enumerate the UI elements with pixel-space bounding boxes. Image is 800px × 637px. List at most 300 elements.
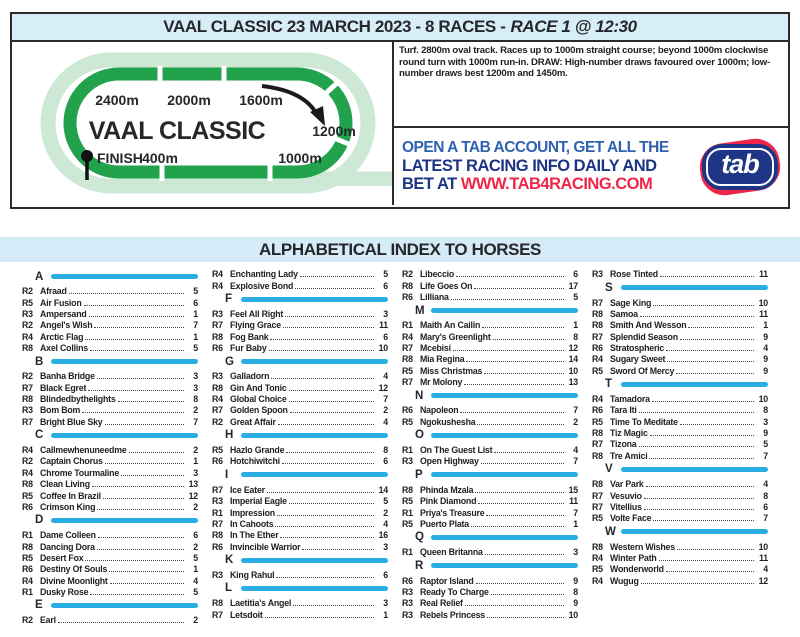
race-number: R4 (22, 575, 33, 586)
dot-leader (121, 475, 184, 476)
race-number: R3 (22, 309, 33, 320)
index-entry (402, 353, 578, 364)
race-number: R3 (592, 269, 603, 280)
letter-divider-bar (241, 472, 388, 477)
race-number: R7 (212, 405, 223, 416)
horse-name: Time To Meditate (610, 416, 678, 427)
horse-name: Ice Eater (230, 484, 265, 495)
horse-name: Bom Bom (40, 405, 81, 416)
race-number: R7 (22, 416, 33, 427)
index-entry (212, 415, 388, 426)
page-number: 14 (378, 484, 388, 495)
marker-2000m: 2000m (167, 92, 211, 108)
page-number: 10 (758, 394, 768, 405)
horse-name: Great Affair (230, 416, 276, 427)
dot-leader (275, 526, 374, 527)
race-number: R7 (592, 331, 603, 342)
horse-name: Air Fusion (40, 297, 82, 308)
dot-leader (118, 401, 184, 402)
dot-leader (666, 350, 754, 351)
course-description: Turf. 2800m oval track. Races up to 1000m straight course; beyond 1000m clockwise round turn with 1000m run-in. DRAW: High-number draws favoured over 1000m; low-number draws best 1200m and 1450m. (394, 42, 788, 128)
race-number: R3 (212, 309, 223, 320)
index-entry (22, 285, 198, 296)
horse-name: Puerto Plata (420, 518, 469, 529)
dot-leader (97, 378, 184, 379)
page-number: 14 (568, 354, 578, 365)
dot-leader (82, 412, 184, 413)
dot-leader (644, 509, 754, 510)
race-number: R4 (212, 269, 223, 280)
page-number: 6 (573, 269, 578, 280)
letter-divider-bar (51, 274, 198, 279)
page-number: 6 (383, 280, 388, 291)
horse-name: Pink Diamond (420, 496, 477, 507)
index-column (402, 268, 578, 625)
letter-divider-bar (241, 558, 388, 563)
race-number: R8 (592, 428, 603, 439)
index-entry (592, 364, 768, 375)
index-entry (592, 540, 768, 551)
dot-leader (464, 384, 564, 385)
page-number: 5 (193, 586, 198, 597)
race-number: R8 (22, 394, 33, 405)
race-number: R3 (212, 496, 223, 507)
index-entry (212, 597, 388, 608)
race-number: R5 (22, 490, 33, 501)
dot-leader (270, 339, 374, 340)
letter-heading (402, 427, 578, 444)
dot-leader (466, 361, 564, 362)
race-number: R1 (22, 530, 33, 541)
page-number: 11 (759, 552, 768, 563)
letter-divider-bar (621, 529, 768, 534)
letter-divider-bar (431, 433, 578, 438)
page-number: 9 (573, 598, 578, 609)
horse-name: Priya's Treasure (420, 507, 485, 518)
race-number: R4 (212, 394, 223, 405)
index-entry (22, 342, 198, 353)
page-number: 4 (383, 518, 388, 529)
horse-name: Phinda Mzala (420, 484, 474, 495)
dot-leader (88, 390, 184, 391)
page-number: 3 (383, 309, 388, 320)
page-number: 4 (763, 479, 768, 490)
track-diagram-panel (12, 42, 392, 205)
page-number: 8 (573, 331, 578, 342)
index-entry (592, 438, 768, 449)
index-entry (212, 444, 388, 455)
letter-heading (402, 466, 578, 483)
race-number: R7 (592, 439, 603, 450)
page-number: 5 (193, 552, 198, 563)
index-entry (592, 501, 768, 512)
dot-leader (105, 463, 184, 464)
letter-divider-bar (51, 359, 198, 364)
page-number: 2 (193, 405, 198, 416)
letter-label: G (225, 355, 234, 368)
horse-name: Sugary Sweet (610, 354, 666, 365)
index-entry (402, 268, 578, 279)
letter-divider-bar (621, 382, 768, 387)
letter-divider-bar (51, 603, 198, 608)
page-number: 4 (763, 564, 768, 575)
horse-name: Napoleon (420, 405, 459, 416)
dot-leader (649, 458, 754, 459)
index-column (592, 268, 768, 625)
dot-leader (269, 350, 374, 351)
index-entry (212, 455, 388, 466)
dot-leader (271, 378, 374, 379)
race-number: R8 (592, 541, 603, 552)
index-entry (592, 478, 768, 489)
dot-leader (58, 622, 184, 623)
index-entry (402, 364, 578, 375)
letter-divider-bar (431, 535, 578, 540)
race-number: R5 (402, 416, 413, 427)
dot-leader (282, 463, 374, 464)
index-entry (402, 376, 578, 387)
horse-name: Callmewhenuneedme (40, 445, 127, 456)
page-number: 10 (378, 343, 388, 354)
letter-label: V (605, 463, 613, 476)
page-number: 1 (193, 456, 198, 467)
index-entry (592, 393, 768, 404)
letter-heading (402, 302, 578, 319)
horse-name: Life Goes On (420, 280, 473, 291)
letter-heading (402, 529, 578, 546)
dot-leader (652, 401, 754, 402)
index-entry (22, 614, 198, 625)
horse-name: Destiny Of Souls (40, 564, 108, 575)
race-number: R2 (402, 269, 413, 280)
race-number: R6 (212, 343, 223, 354)
letter-heading (22, 597, 198, 614)
dot-leader (289, 503, 374, 504)
index-entry (212, 342, 388, 353)
dot-leader (129, 452, 184, 453)
race-number: R3 (212, 569, 223, 580)
page-number: 12 (188, 490, 198, 501)
index-entry (592, 512, 768, 523)
horse-name: Tizona (610, 439, 637, 450)
index-entry (212, 268, 388, 279)
race-number: R4 (402, 331, 413, 342)
page-number: 2 (193, 445, 198, 456)
index-entry (212, 518, 388, 529)
dot-leader (475, 492, 564, 493)
dot-leader (289, 390, 374, 391)
page-number: 5 (383, 269, 388, 280)
horse-name: Rose Tinted (610, 269, 658, 280)
dot-leader (293, 605, 374, 606)
dot-leader (289, 401, 374, 402)
horse-name: Flying Grace (230, 320, 281, 331)
race-number: R8 (592, 320, 603, 331)
horse-name: Miss Christmas (420, 365, 483, 376)
horse-name: Black Egret (40, 382, 87, 393)
finish-pole-disc (81, 150, 93, 162)
index-entry (402, 518, 578, 529)
page-number: 1 (383, 609, 388, 620)
index-entry (22, 574, 198, 585)
race-number: R3 (402, 456, 413, 467)
dot-leader (90, 350, 184, 351)
index-entry (592, 319, 768, 330)
horse-name: Impression (230, 507, 275, 518)
horse-name: Desert Fox (40, 552, 84, 563)
dot-leader (653, 305, 754, 306)
marker-1200m: 1200m (312, 123, 356, 139)
dot-leader (103, 498, 184, 499)
page-number: 6 (383, 456, 388, 467)
race-number: R2 (22, 286, 33, 297)
race-number: R5 (592, 564, 603, 575)
dot-leader (485, 554, 564, 555)
index-entry (592, 330, 768, 341)
letter-label: F (225, 293, 233, 306)
page-number: 11 (759, 309, 768, 320)
letter-heading (212, 353, 388, 370)
dot-leader (85, 339, 184, 340)
race-number: R6 (212, 541, 223, 552)
page-number: 6 (193, 297, 198, 308)
index-entry (22, 466, 198, 477)
finish-label: FINISH (97, 150, 143, 166)
letter-label: M (415, 304, 425, 317)
letter-heading (22, 427, 198, 444)
index-entry (212, 495, 388, 506)
race-number: R7 (22, 382, 33, 393)
letter-label: R (415, 559, 424, 572)
dot-leader (105, 424, 185, 425)
letter-heading (22, 512, 198, 529)
page-number: 7 (763, 513, 768, 524)
horse-name: Hazlo Grande (230, 445, 285, 456)
race-number: R2 (212, 416, 223, 427)
race-number: R1 (402, 547, 413, 558)
dot-leader (639, 446, 755, 447)
index-entry (402, 506, 578, 517)
index-title-band (0, 237, 800, 262)
letter-heading (22, 353, 198, 370)
horse-name: Ready To Charge (420, 586, 489, 597)
index-entry (22, 529, 198, 540)
letter-divider-bar (51, 433, 198, 438)
horse-name: Mcebisi (420, 343, 451, 354)
race-number: R8 (592, 309, 603, 320)
page-number: 9 (763, 331, 768, 342)
marker-400m: 400m (142, 150, 178, 166)
page-number: 3 (383, 541, 388, 552)
page-number: 3 (383, 598, 388, 609)
race-number: R7 (402, 377, 413, 388)
index-entry (22, 308, 198, 319)
horse-name: Banha Bridge (40, 371, 95, 382)
race-number: R4 (592, 354, 603, 365)
race-number: R1 (402, 445, 413, 456)
index-entry (22, 393, 198, 404)
horse-name: Chrome Tourmaline (40, 467, 120, 478)
index-entry (212, 319, 388, 330)
horse-name: Rebels Princess (420, 609, 485, 620)
letter-heading (22, 268, 198, 285)
dot-leader (639, 412, 754, 413)
horse-name: Divine Moonlight (40, 575, 108, 586)
index-entry (402, 342, 578, 353)
dot-leader (493, 339, 564, 340)
letter-heading (212, 552, 388, 569)
horse-name: Wonderworld (610, 564, 664, 575)
index-entry (592, 268, 768, 279)
page-number: 3 (573, 547, 578, 558)
letter-label: O (415, 429, 424, 442)
index-entry (402, 455, 578, 466)
horse-name: Letsdoit (230, 609, 263, 620)
index-entry (592, 574, 768, 585)
dot-leader (300, 276, 374, 277)
letter-heading (212, 466, 388, 483)
ad-line-1: OPEN A TAB ACCOUNT, GET ALL THE (402, 139, 669, 157)
letter-label: H (225, 429, 234, 442)
index-entry (212, 370, 388, 381)
page-number: 6 (383, 331, 388, 342)
dot-leader (109, 571, 184, 572)
index-entry (22, 444, 198, 455)
page-number: 15 (568, 484, 578, 495)
race-number: R7 (212, 609, 223, 620)
race-number: R8 (402, 484, 413, 495)
letter-divider-bar (431, 393, 578, 398)
race-number: R4 (592, 394, 603, 405)
track-diagram (12, 42, 392, 205)
dot-leader (641, 583, 754, 584)
page-number: 4 (193, 575, 198, 586)
page-number: 4 (763, 343, 768, 354)
index-entry (402, 574, 578, 585)
page-number: 1 (193, 309, 198, 320)
race-number: R5 (592, 365, 603, 376)
horse-name: Bright Blue Sky (40, 416, 103, 427)
dot-leader (453, 350, 564, 351)
page-number: 5 (573, 292, 578, 303)
horse-name: Angel's Wish (40, 320, 93, 331)
horse-name: Feel All Right (230, 309, 284, 320)
index-entry (212, 529, 388, 540)
horse-name: Fog Bank (230, 331, 269, 342)
race-number: R4 (212, 280, 223, 291)
letter-heading (592, 279, 768, 296)
dot-leader (653, 520, 754, 521)
page-number: 7 (573, 405, 578, 416)
index-entry (212, 279, 388, 290)
race-number: R1 (212, 507, 223, 518)
index-entry (592, 449, 768, 460)
dot-leader (295, 288, 374, 289)
horse-name: Arctic Flag (40, 331, 84, 342)
horse-name: Mr Molony (420, 377, 463, 388)
index-entry (212, 608, 388, 619)
letter-heading (402, 557, 578, 574)
horse-name: Open Highway (420, 456, 479, 467)
dot-leader (276, 577, 374, 578)
dot-leader (646, 486, 754, 487)
letter-label: W (605, 525, 616, 538)
page-number: 1 (763, 320, 768, 331)
index-entry (22, 296, 198, 307)
horse-name: Tara Iti (610, 405, 637, 416)
horse-name: Samoa (610, 309, 638, 320)
race-number: R5 (592, 513, 603, 524)
horse-name: Global Choice (230, 394, 287, 405)
horse-name: Tre Amici (610, 450, 648, 461)
horse-name: Clean Living (40, 479, 90, 490)
horse-name: Sage King (610, 297, 652, 308)
dot-leader (482, 327, 564, 328)
ad-line-2: LATEST RACING INFO DAILY AND (402, 156, 657, 175)
horse-name: Dancing Dora (40, 541, 95, 552)
index-entry (212, 381, 388, 392)
marker-1000m: 1000m (278, 150, 322, 166)
index-entry (402, 330, 578, 341)
race-number: R1 (402, 320, 413, 331)
page-number: 16 (378, 530, 388, 541)
dot-leader (286, 452, 374, 453)
race-number: R7 (212, 484, 223, 495)
index-entry (212, 330, 388, 341)
dot-leader (477, 424, 564, 425)
horse-name: Ampersand (40, 309, 87, 320)
index-entry (402, 319, 578, 330)
race-number: R7 (402, 343, 413, 354)
race-number: R8 (22, 541, 33, 552)
race-number: R8 (592, 450, 603, 461)
dot-leader (491, 594, 564, 595)
index-entry (402, 608, 578, 619)
page-number: 4 (573, 445, 578, 456)
page-number: 2 (383, 405, 388, 416)
ad-website-url: WWW.TAB4RACING.COM (460, 175, 653, 194)
horse-name: Coffee In Brazil (40, 490, 101, 501)
horse-name: Axel Collins (40, 343, 88, 354)
race-number: R5 (22, 552, 33, 563)
race-number: R1 (402, 507, 413, 518)
index-entry (592, 342, 768, 353)
race-number: R4 (22, 445, 33, 456)
page-number: 10 (568, 609, 578, 620)
dot-leader (302, 549, 374, 550)
race-number: R4 (22, 331, 33, 342)
letter-label: D (35, 514, 44, 527)
horse-name: In The Ether (230, 530, 279, 541)
horse-name: Laetitia's Angel (230, 598, 292, 609)
page-number: 7 (193, 416, 198, 427)
race-number: R5 (402, 518, 413, 529)
letter-divider-bar (431, 563, 578, 568)
index-entry (22, 415, 198, 426)
race-number: R5 (402, 365, 413, 376)
letter-label: T (605, 378, 613, 391)
page-number: 2 (193, 501, 198, 512)
page-number: 7 (573, 507, 578, 518)
page-number: 10 (568, 365, 578, 376)
index-column (22, 268, 198, 625)
index-entry (212, 540, 388, 551)
page-number: 1 (573, 320, 578, 331)
page-number: 10 (758, 541, 768, 552)
page-number: 8 (763, 405, 768, 416)
letter-label: N (415, 389, 424, 402)
letter-label: B (35, 355, 44, 368)
